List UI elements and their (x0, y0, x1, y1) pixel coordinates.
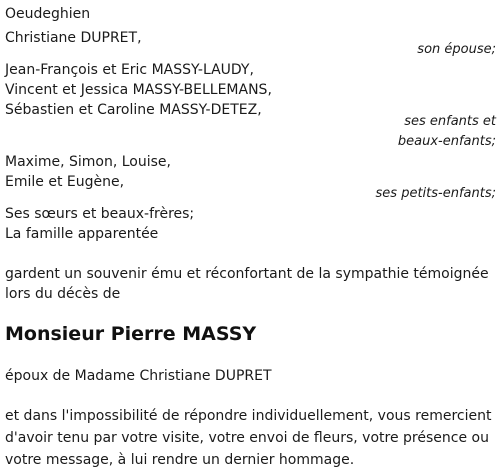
spouse-name: Christiane DUPRET, (5, 30, 142, 46)
grandchildren-role: ses petits-enfants; (375, 186, 496, 201)
message-line-2: lors du décès de (5, 286, 121, 302)
place-name: Oeudeghien (5, 6, 91, 22)
deceased-name: Monsieur Pierre MASSY (5, 323, 257, 345)
siblings-line: Ses sœurs et beaux-frères; (5, 206, 195, 222)
message-line-1: gardent un souvenir ému et réconfortant de la sympathie témoignée (5, 266, 489, 282)
children-role-line-2: beaux-enfants; (397, 134, 496, 149)
closing-line-2: d'avoir tenu par votre visite, votre envoi de fleurs, votre présence ou (5, 430, 489, 446)
child-line-2: Vincent et Jessica MASSY-BELLEMANS, (5, 82, 272, 98)
spouse-role: son épouse; (417, 42, 496, 57)
children-role-line-1: ses enfants et (404, 114, 496, 129)
grandchild-line-2: Emile et Eugène, (5, 174, 125, 190)
deceased-relation: époux de Madame Christiane DUPRET (5, 368, 272, 384)
closing-line-3: votre message, à lui rendre un dernier hommage. (5, 452, 355, 468)
closing-line-1: et dans l'impossibilité de répondre individuellement, vous remercient (5, 408, 492, 424)
child-line-3: Sébastien et Caroline MASSY-DETEZ, (5, 102, 262, 118)
child-line-1: Jean-François et Eric MASSY-LAUDY, (5, 62, 254, 78)
grandchild-line-1: Maxime, Simon, Louise, (5, 154, 171, 170)
family-line: La famille apparentée (5, 226, 159, 242)
